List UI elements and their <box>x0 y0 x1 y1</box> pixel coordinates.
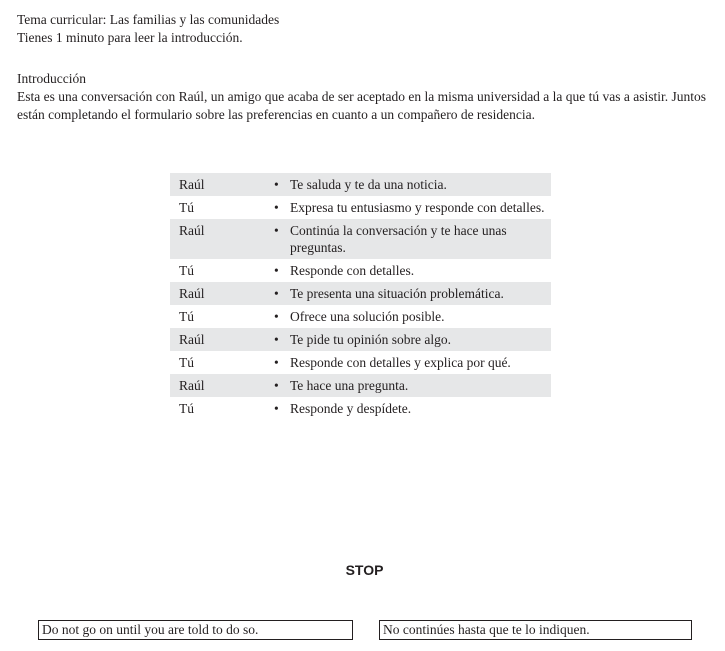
speaker-name: Tú <box>179 309 194 324</box>
conversation-row <box>170 305 551 328</box>
prompt-text: Expresa tu entusiasmo y responde con detalles. <box>290 200 545 215</box>
speaker-name: Tú <box>179 355 194 370</box>
conversation-outline <box>170 173 551 420</box>
speaker-name: Raúl <box>170 374 274 397</box>
bullet-icon: • <box>274 328 285 351</box>
conversation-row <box>170 173 551 196</box>
bullet-icon: • <box>274 219 285 259</box>
time-instruction: Tienes 1 minuto para leer la introducción. <box>17 30 243 45</box>
bullet-icon: • <box>274 173 285 196</box>
speaker-name: Raúl <box>170 173 274 196</box>
prompt-text: Te presenta una situación problemática. <box>285 282 551 305</box>
footer-notice-english: Do not go on until you are told to do so. <box>38 620 353 640</box>
prompt-text: Te saluda y te da una noticia. <box>285 173 551 196</box>
prompt-text: Responde con detalles. <box>290 263 415 278</box>
prompt-text: Responde y despídete. <box>290 401 412 416</box>
conversation-row <box>170 397 551 420</box>
speaker-name: Tú <box>179 200 194 215</box>
bullet-icon: • <box>274 355 279 370</box>
stop-label: STOP <box>345 562 384 578</box>
bullet-icon: • <box>274 282 285 305</box>
conversation-row <box>170 219 551 259</box>
bullet-icon: • <box>274 309 279 324</box>
speaker-name: Tú <box>179 263 194 278</box>
conversation-row <box>170 282 551 305</box>
conversation-row <box>170 374 551 397</box>
introduction-section <box>17 70 707 124</box>
conversation-row <box>170 196 551 219</box>
page-header <box>17 11 279 47</box>
speaker-name: Tú <box>179 401 194 416</box>
speaker-name: Raúl <box>170 328 274 351</box>
prompt-text: Continúa la conversación y te hace unas preguntas. <box>285 219 551 259</box>
footer-notice-spanish: No continúes hasta que te lo indiquen. <box>379 620 692 640</box>
prompt-text: Ofrece una solución posible. <box>290 309 445 324</box>
bullet-icon: • <box>274 401 279 416</box>
conversation-row <box>170 328 551 351</box>
introduction-text: Esta es una conversación con Raúl, un amigo que acaba de ser aceptado en la misma universidad a la que tú vas a asistir. Juntos están completando el formulario sobre las preferencias en cuanto a un compañero de residencia. <box>17 89 707 122</box>
bullet-icon: • <box>274 263 279 278</box>
conversation-row <box>170 259 551 282</box>
bullet-icon: • <box>274 200 279 215</box>
speaker-name: Raúl <box>170 282 274 305</box>
prompt-text: Responde con detalles y explica por qué. <box>290 355 511 370</box>
prompt-text: Te pide tu opinión sobre algo. <box>285 328 551 351</box>
speaker-name: Raúl <box>170 219 274 259</box>
bullet-icon: • <box>274 374 285 397</box>
conversation-row <box>170 351 551 374</box>
introduction-heading: Introducción <box>17 71 86 86</box>
theme-line: Tema curricular: Las familias y las comunidades <box>17 12 280 27</box>
prompt-text: Te hace una pregunta. <box>285 374 551 397</box>
